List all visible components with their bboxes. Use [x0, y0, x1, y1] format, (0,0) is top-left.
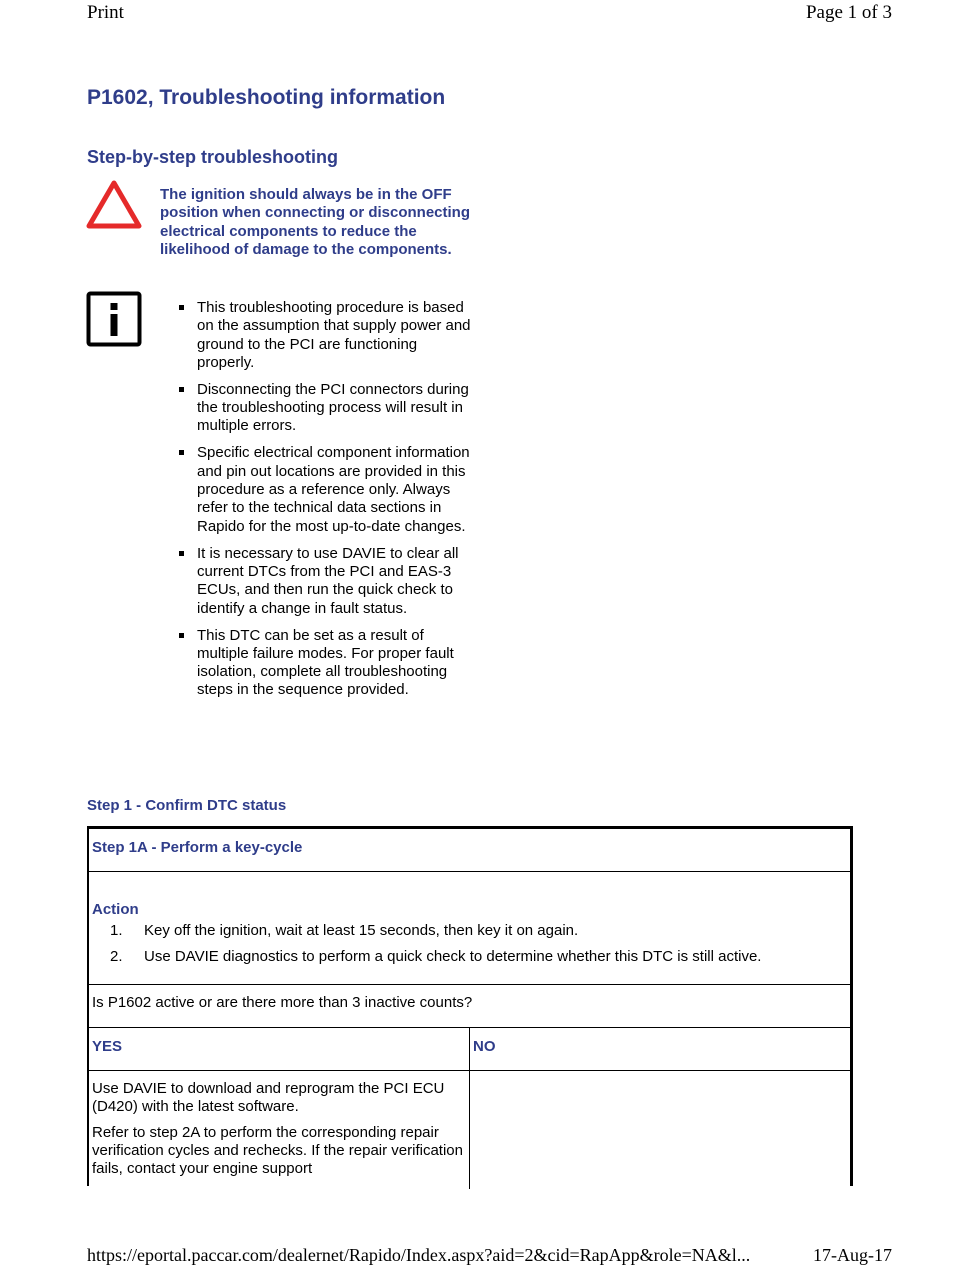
table-row: [89, 985, 850, 1028]
footer-date: 17-Aug-17: [813, 1245, 892, 1265]
action-item: 2. Use DAVIE diagnostics to perform a quick check to determine whether this DTC is still active.: [110, 947, 762, 965]
page-title: P1602, Troubleshooting information: [87, 86, 446, 109]
note-item: This DTC can be set as a result of multiple failure modes. For proper fault isolation, complete all troubleshooting steps in the sequence provided.: [178, 627, 478, 700]
note-item: It is necessary to use DAVIE to clear all current DTCs from the PCI and EAS-3 ECUs, and then run the quick check to identify a change in fault status.: [178, 545, 478, 618]
info-icon: [86, 291, 142, 347]
table-row: [89, 829, 850, 872]
step-table: [87, 826, 853, 1186]
note-item: This troubleshooting procedure is based on the assumption that supply power and ground to the PCI are functioning properly.: [178, 299, 478, 372]
table-row: [89, 1071, 850, 1189]
action-item: 1. Key off the ignition, wait at least 15 seconds, then key it on again.: [110, 922, 579, 939]
note-item: Disconnecting the PCI connectors during the troubleshooting process will result in multiple errors.: [178, 381, 478, 436]
page-number: Page 1 of 3: [805, 2, 892, 23]
table-row: [89, 1028, 850, 1071]
yes-answer: Use DAVIE to download and reprogram the PCI ECU (D420) with the latest software. Refer to step 2A to perform the corresponding repair verification cycles and rechecks. If the repair verification fails, contact your engine support: [92, 1080, 463, 1178]
section-title: Step-by-step troubleshooting: [87, 147, 338, 167]
note-item: Specific electrical component information and pin out locations are provided in this procedure as a reference only. Always refer to the technical data sections in Rapido for the most up-to-date changes.: [178, 444, 478, 535]
no-label: NO: [473, 1038, 496, 1055]
column-divider: [469, 1071, 470, 1189]
notes-list: [178, 299, 478, 708]
table-row: [89, 872, 850, 985]
action-list: [107, 922, 761, 973]
column-divider: [469, 1028, 470, 1070]
print-header: Print: [87, 2, 124, 23]
warning-triangle-icon: [85, 179, 143, 231]
question-text: Is P1602 active or are there more than 3 inactive counts?: [92, 994, 473, 1011]
substep-heading: Step 1A - Perform a key-cycle: [92, 839, 303, 856]
step-heading: Step 1 - Confirm DTC status: [87, 797, 287, 814]
yes-label: YES: [92, 1038, 123, 1055]
footer-url: https://eportal.paccar.com/dealernet/Rapido/Index.aspx?aid=2&cid=RapApp&role=NA&l...: [87, 1245, 751, 1265]
warning-text: The ignition should always be in the OFF position when connecting or disconnecting electrical components to reduce the likelihood of damage to the components.: [160, 186, 471, 259]
action-label: Action: [92, 901, 139, 918]
